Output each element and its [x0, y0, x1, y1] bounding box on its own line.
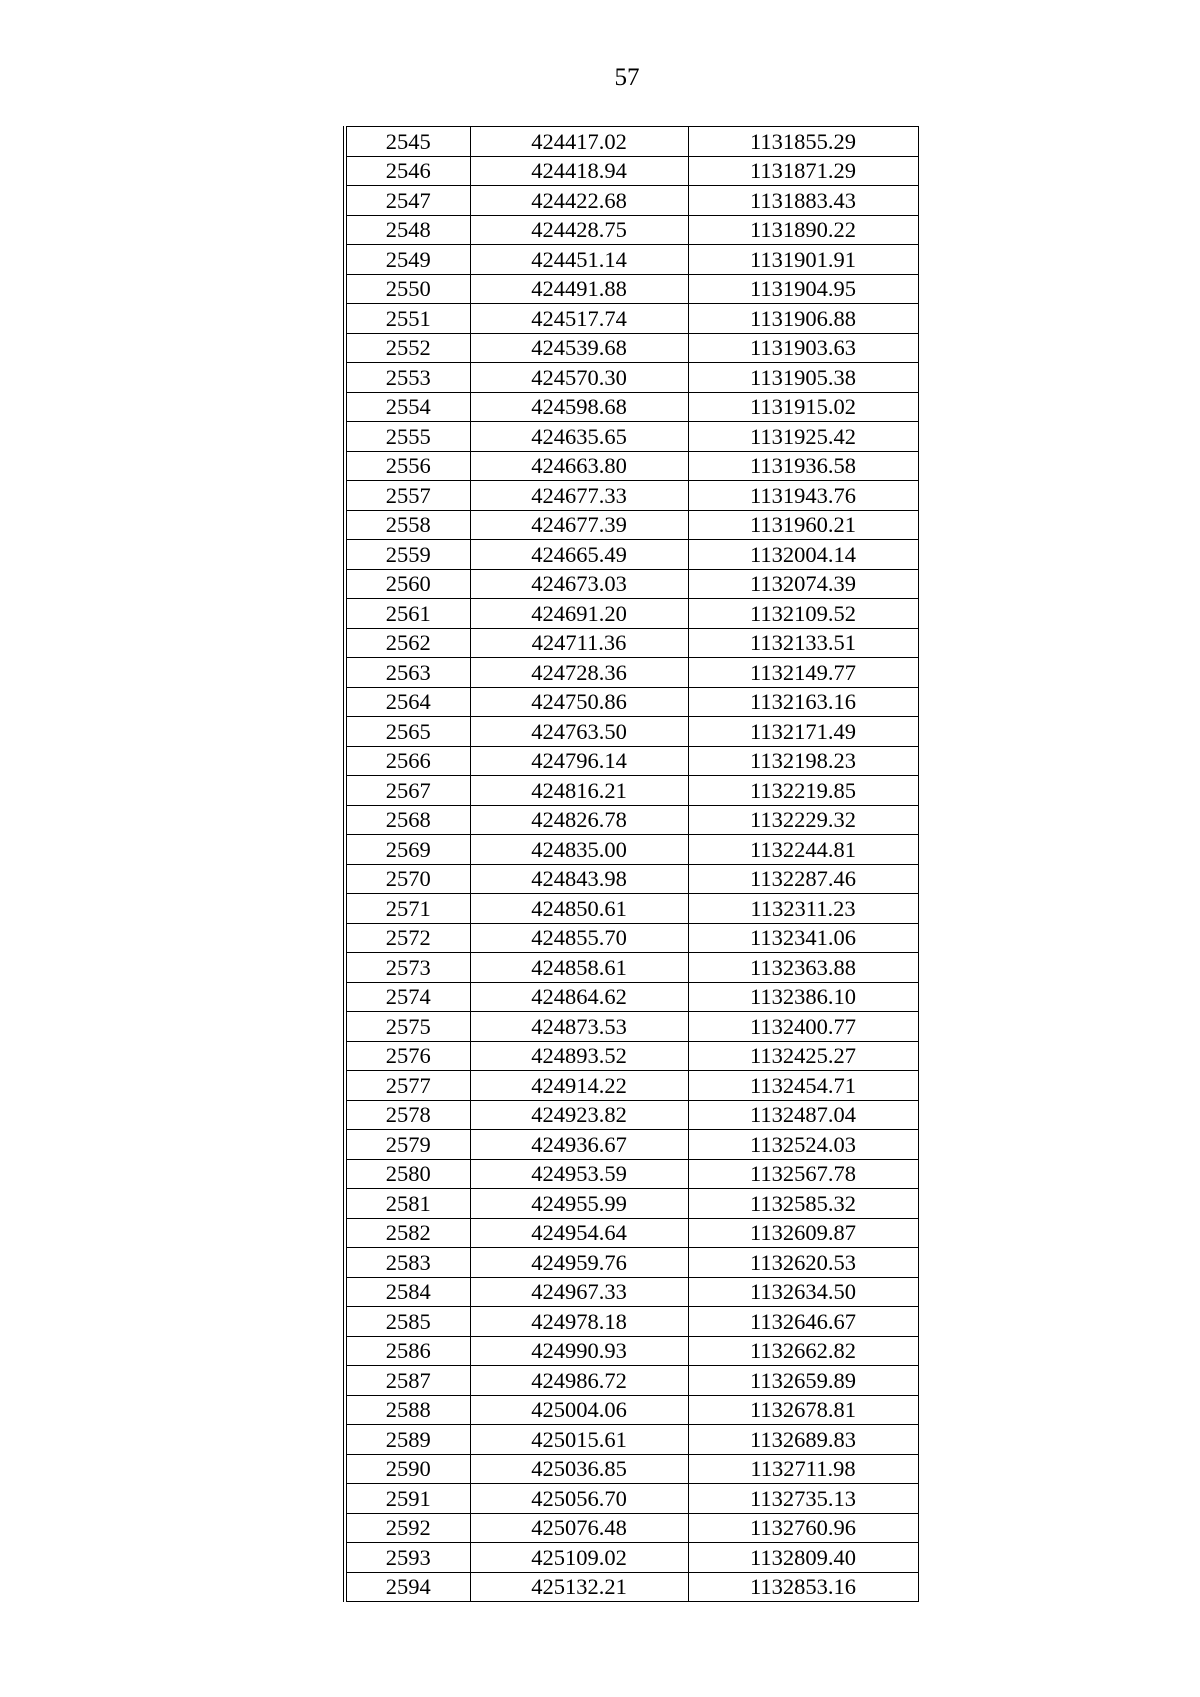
point-number-cell: 2568	[345, 805, 470, 835]
table-row	[345, 392, 918, 422]
table-row	[345, 1572, 918, 1602]
point-number-cell: 2546	[345, 156, 470, 186]
y-coordinate-cell: 1132662.82	[688, 1336, 918, 1366]
x-coordinate-cell: 424763.50	[470, 717, 688, 747]
x-coordinate-cell: 424959.76	[470, 1248, 688, 1278]
x-coordinate-cell: 424428.75	[470, 215, 688, 245]
y-coordinate-cell: 1132363.88	[688, 953, 918, 983]
x-coordinate-cell: 424665.49	[470, 540, 688, 570]
x-coordinate-cell: 425109.02	[470, 1543, 688, 1573]
x-coordinate-cell: 425004.06	[470, 1395, 688, 1425]
x-coordinate-cell: 424864.62	[470, 982, 688, 1012]
table-row	[345, 1189, 918, 1219]
x-coordinate-cell: 424673.03	[470, 569, 688, 599]
point-number-cell: 2558	[345, 510, 470, 540]
y-coordinate-cell: 1132735.13	[688, 1484, 918, 1514]
y-coordinate-cell: 1132074.39	[688, 569, 918, 599]
x-coordinate-cell: 424914.22	[470, 1071, 688, 1101]
y-coordinate-cell: 1132229.32	[688, 805, 918, 835]
table-row	[345, 835, 918, 865]
point-number-cell: 2592	[345, 1513, 470, 1543]
point-number-cell: 2561	[345, 599, 470, 629]
x-coordinate-cell: 424451.14	[470, 245, 688, 275]
y-coordinate-cell: 1132711.98	[688, 1454, 918, 1484]
point-number-cell: 2584	[345, 1277, 470, 1307]
x-coordinate-cell: 424663.80	[470, 451, 688, 481]
point-number-cell: 2567	[345, 776, 470, 806]
table-row	[345, 746, 918, 776]
y-coordinate-cell: 1132133.51	[688, 628, 918, 658]
point-number-cell: 2563	[345, 658, 470, 688]
x-coordinate-cell: 425076.48	[470, 1513, 688, 1543]
y-coordinate-cell: 1131890.22	[688, 215, 918, 245]
table-row	[345, 717, 918, 747]
y-coordinate-cell: 1131936.58	[688, 451, 918, 481]
y-coordinate-cell: 1132853.16	[688, 1572, 918, 1602]
table-row	[345, 1336, 918, 1366]
point-number-cell: 2578	[345, 1100, 470, 1130]
x-coordinate-cell: 425056.70	[470, 1484, 688, 1514]
y-coordinate-cell: 1131883.43	[688, 186, 918, 216]
table-row	[345, 363, 918, 393]
y-coordinate-cell: 1132659.89	[688, 1366, 918, 1396]
y-coordinate-cell: 1132760.96	[688, 1513, 918, 1543]
y-coordinate-cell: 1132646.67	[688, 1307, 918, 1337]
point-number-cell: 2547	[345, 186, 470, 216]
y-coordinate-cell: 1132567.78	[688, 1159, 918, 1189]
table-row	[345, 1248, 918, 1278]
y-coordinate-cell: 1132425.27	[688, 1041, 918, 1071]
table-row	[345, 1395, 918, 1425]
x-coordinate-cell: 424850.61	[470, 894, 688, 924]
table-row	[345, 540, 918, 570]
x-coordinate-cell: 424570.30	[470, 363, 688, 393]
x-coordinate-cell: 424816.21	[470, 776, 688, 806]
table-row	[345, 1218, 918, 1248]
table-row	[345, 864, 918, 894]
table-row	[345, 1484, 918, 1514]
table-row	[345, 1159, 918, 1189]
y-coordinate-cell: 1132109.52	[688, 599, 918, 629]
y-coordinate-cell: 1131903.63	[688, 333, 918, 363]
y-coordinate-cell: 1132524.03	[688, 1130, 918, 1160]
x-coordinate-cell: 424691.20	[470, 599, 688, 629]
y-coordinate-cell: 1131960.21	[688, 510, 918, 540]
y-coordinate-cell: 1132689.83	[688, 1425, 918, 1455]
y-coordinate-cell: 1132609.87	[688, 1218, 918, 1248]
x-coordinate-cell: 425036.85	[470, 1454, 688, 1484]
table-row	[345, 333, 918, 363]
table-row	[345, 569, 918, 599]
x-coordinate-cell: 424826.78	[470, 805, 688, 835]
point-number-cell: 2583	[345, 1248, 470, 1278]
y-coordinate-cell: 1132163.16	[688, 687, 918, 717]
x-coordinate-cell: 424677.39	[470, 510, 688, 540]
table-row	[345, 304, 918, 334]
y-coordinate-cell: 1132219.85	[688, 776, 918, 806]
y-coordinate-cell: 1131915.02	[688, 392, 918, 422]
x-coordinate-cell: 424417.02	[470, 127, 688, 157]
point-number-cell: 2573	[345, 953, 470, 983]
point-number-cell: 2587	[345, 1366, 470, 1396]
x-coordinate-cell: 424936.67	[470, 1130, 688, 1160]
point-number-cell: 2545	[345, 127, 470, 157]
y-coordinate-cell: 1131904.95	[688, 274, 918, 304]
table-row	[345, 186, 918, 216]
table-row	[345, 510, 918, 540]
x-coordinate-cell: 424923.82	[470, 1100, 688, 1130]
point-number-cell: 2565	[345, 717, 470, 747]
x-coordinate-cell: 424677.33	[470, 481, 688, 511]
point-number-cell: 2554	[345, 392, 470, 422]
point-number-cell: 2557	[345, 481, 470, 511]
table-row	[345, 1277, 918, 1307]
x-coordinate-cell: 425132.21	[470, 1572, 688, 1602]
y-coordinate-cell: 1131905.38	[688, 363, 918, 393]
point-number-cell: 2556	[345, 451, 470, 481]
point-number-cell: 2586	[345, 1336, 470, 1366]
x-coordinate-cell: 424835.00	[470, 835, 688, 865]
table-row	[345, 628, 918, 658]
point-number-cell: 2579	[345, 1130, 470, 1160]
y-coordinate-cell: 1132198.23	[688, 746, 918, 776]
y-coordinate-cell: 1132487.04	[688, 1100, 918, 1130]
point-number-cell: 2562	[345, 628, 470, 658]
point-number-cell: 2549	[345, 245, 470, 275]
point-number-cell: 2594	[345, 1572, 470, 1602]
point-number-cell: 2572	[345, 923, 470, 953]
x-coordinate-cell: 424491.88	[470, 274, 688, 304]
table-row	[345, 687, 918, 717]
y-coordinate-cell: 1132585.32	[688, 1189, 918, 1219]
table-row	[345, 481, 918, 511]
x-coordinate-cell: 424711.36	[470, 628, 688, 658]
x-coordinate-cell: 424728.36	[470, 658, 688, 688]
page-number: 57	[614, 64, 640, 91]
point-number-cell: 2548	[345, 215, 470, 245]
point-number-cell: 2577	[345, 1071, 470, 1101]
point-number-cell: 2581	[345, 1189, 470, 1219]
table-row	[345, 1100, 918, 1130]
table-row	[345, 215, 918, 245]
point-number-cell: 2590	[345, 1454, 470, 1484]
x-coordinate-cell: 424978.18	[470, 1307, 688, 1337]
y-coordinate-cell: 1131901.91	[688, 245, 918, 275]
table-row	[345, 451, 918, 481]
table-row	[345, 274, 918, 304]
table-row	[345, 1307, 918, 1337]
point-number-cell: 2582	[345, 1218, 470, 1248]
point-number-cell: 2580	[345, 1159, 470, 1189]
table-row	[345, 1543, 918, 1573]
y-coordinate-cell: 1132149.77	[688, 658, 918, 688]
y-coordinate-cell: 1132634.50	[688, 1277, 918, 1307]
table-row	[345, 1454, 918, 1484]
x-coordinate-cell: 424990.93	[470, 1336, 688, 1366]
point-number-cell: 2551	[345, 304, 470, 334]
y-coordinate-cell: 1131855.29	[688, 127, 918, 157]
table-row	[345, 805, 918, 835]
x-coordinate-cell: 424893.52	[470, 1041, 688, 1071]
x-coordinate-cell: 424855.70	[470, 923, 688, 953]
x-coordinate-cell: 424422.68	[470, 186, 688, 216]
y-coordinate-cell: 1132386.10	[688, 982, 918, 1012]
y-coordinate-cell: 1131943.76	[688, 481, 918, 511]
x-coordinate-cell: 424955.99	[470, 1189, 688, 1219]
point-number-cell: 2570	[345, 864, 470, 894]
table-row	[345, 923, 918, 953]
point-number-cell: 2574	[345, 982, 470, 1012]
point-number-cell: 2552	[345, 333, 470, 363]
point-number-cell: 2564	[345, 687, 470, 717]
table-row	[345, 776, 918, 806]
point-number-cell: 2553	[345, 363, 470, 393]
table-row	[345, 1366, 918, 1396]
y-coordinate-cell: 1132620.53	[688, 1248, 918, 1278]
table-row	[345, 422, 918, 452]
table-row	[345, 1425, 918, 1455]
point-number-cell: 2559	[345, 540, 470, 570]
point-number-cell: 2569	[345, 835, 470, 865]
table-row	[345, 894, 918, 924]
y-coordinate-cell: 1131871.29	[688, 156, 918, 186]
x-coordinate-cell: 424967.33	[470, 1277, 688, 1307]
y-coordinate-cell: 1132678.81	[688, 1395, 918, 1425]
table-row	[345, 658, 918, 688]
table-row	[345, 1513, 918, 1543]
x-coordinate-cell: 424873.53	[470, 1012, 688, 1042]
table-row	[345, 599, 918, 629]
point-number-cell: 2576	[345, 1041, 470, 1071]
point-number-cell: 2571	[345, 894, 470, 924]
coordinates-table	[343, 126, 919, 1602]
y-coordinate-cell: 1132171.49	[688, 717, 918, 747]
x-coordinate-cell: 424954.64	[470, 1218, 688, 1248]
point-number-cell: 2560	[345, 569, 470, 599]
x-coordinate-cell: 424598.68	[470, 392, 688, 422]
x-coordinate-cell: 425015.61	[470, 1425, 688, 1455]
x-coordinate-cell: 424858.61	[470, 953, 688, 983]
y-coordinate-cell: 1132311.23	[688, 894, 918, 924]
table-row	[345, 156, 918, 186]
point-number-cell: 2575	[345, 1012, 470, 1042]
x-coordinate-cell: 424986.72	[470, 1366, 688, 1396]
y-coordinate-cell: 1131925.42	[688, 422, 918, 452]
table-row	[345, 1012, 918, 1042]
point-number-cell: 2585	[345, 1307, 470, 1337]
table-row	[345, 953, 918, 983]
x-coordinate-cell: 424843.98	[470, 864, 688, 894]
coordinates-table-body	[345, 127, 918, 1602]
x-coordinate-cell: 424635.65	[470, 422, 688, 452]
x-coordinate-cell: 424418.94	[470, 156, 688, 186]
point-number-cell: 2591	[345, 1484, 470, 1514]
point-number-cell: 2593	[345, 1543, 470, 1573]
y-coordinate-cell: 1132287.46	[688, 864, 918, 894]
y-coordinate-cell: 1132244.81	[688, 835, 918, 865]
table-row	[345, 982, 918, 1012]
point-number-cell: 2588	[345, 1395, 470, 1425]
table-row	[345, 1130, 918, 1160]
x-coordinate-cell: 424539.68	[470, 333, 688, 363]
x-coordinate-cell: 424750.86	[470, 687, 688, 717]
point-number-cell: 2589	[345, 1425, 470, 1455]
point-number-cell: 2550	[345, 274, 470, 304]
table-row	[345, 1071, 918, 1101]
y-coordinate-cell: 1132809.40	[688, 1543, 918, 1573]
x-coordinate-cell: 424796.14	[470, 746, 688, 776]
table-row	[345, 1041, 918, 1071]
y-coordinate-cell: 1132400.77	[688, 1012, 918, 1042]
point-number-cell: 2555	[345, 422, 470, 452]
table-row	[345, 245, 918, 275]
x-coordinate-cell: 424517.74	[470, 304, 688, 334]
table-row	[345, 127, 918, 157]
y-coordinate-cell: 1132454.71	[688, 1071, 918, 1101]
y-coordinate-cell: 1131906.88	[688, 304, 918, 334]
y-coordinate-cell: 1132341.06	[688, 923, 918, 953]
point-number-cell: 2566	[345, 746, 470, 776]
y-coordinate-cell: 1132004.14	[688, 540, 918, 570]
x-coordinate-cell: 424953.59	[470, 1159, 688, 1189]
